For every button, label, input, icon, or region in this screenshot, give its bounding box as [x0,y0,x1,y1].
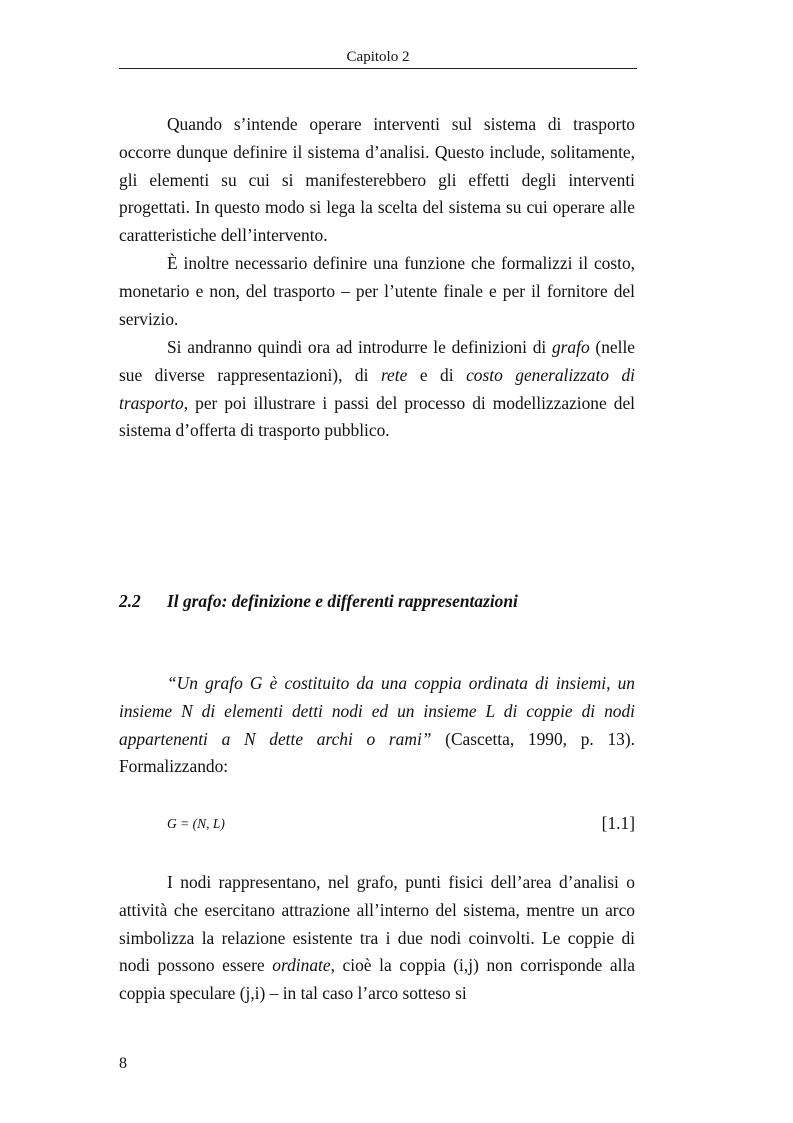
definition-quote: “Un grafo G è costituito da una coppia ordinata di insiemi, un insieme N di elementi detti nodi ed un insieme L di coppie di nodi appartenenti a N dette archi o rami” [119,673,635,749]
section-title: Il grafo: definizione e differenti rappresentazioni [167,591,518,611]
term-rete: rete [380,364,408,385]
paragraph-3-text-a: Si andranno quindi ora ad introdurre le definizioni di [167,337,552,357]
paragraph-3-text-b: (nelle sue diverse rappresentazioni), di [119,337,635,385]
paragraph-5 [119,869,635,1008]
citation: (Cascetta, 1990, p. 13). Formalizzando: [119,728,635,777]
paragraph-5-text-a: I nodi rappresentano, nel grafo, punti fisici dell’area d’analisi o attività che esercitano attrazione all’interno del sistema, mentre un arco simbolizza la relazione esistente tra i due nodi coinvolti. Le coppie di nodi possono essere [119,872,635,976]
paragraph-3-text-d: , per poi illustrare i passi del processo di modellizzazione del sistema d’offerta di trasporto pubblico. [119,392,635,441]
section-heading [119,590,635,612]
paragraph-2 [119,250,635,333]
page-number: 8 [119,1055,127,1072]
paragraph-1 [119,111,635,250]
paragraph-3 [119,334,635,445]
term-ordinate: ordinate [272,955,331,976]
paragraph-5-text-b: , cioè la coppia (i,j) non corrisponde alla coppia speculare (j,i) – in tal caso l’arco sotteso si [119,955,635,1004]
paragraph-1-text: Quando s’intende operare interventi sul sistema di trasporto occorre dunque definire il sistema d’analisi. Questo include, solitamente, gli elementi su cui si manifesterebbero gli effetti degli interventi progettati. In questo modo si lega la scelta del sistema su cui operare alle caratteristiche dell’intervento. [119,114,635,246]
header-rule [119,68,637,69]
paragraph-3-text-c: e di [407,364,467,385]
equation-formula: G = (N, L) [167,816,225,831]
running-header: Capitolo 2 [346,49,410,65]
term-costo-generalizzato: costo generalizzato di trasporto [119,364,635,413]
paragraph-2-text: È inoltre necessario definire una funzione che formalizzi il costo, monetario e non, del trasporto – per l’utente finale e per il fornitore del servizio. [119,253,635,329]
paragraph-4 [119,670,635,781]
term-grafo: grafo [551,337,590,357]
section-number: 2.2 [119,591,141,611]
equation-number: [1.1] [601,813,635,833]
